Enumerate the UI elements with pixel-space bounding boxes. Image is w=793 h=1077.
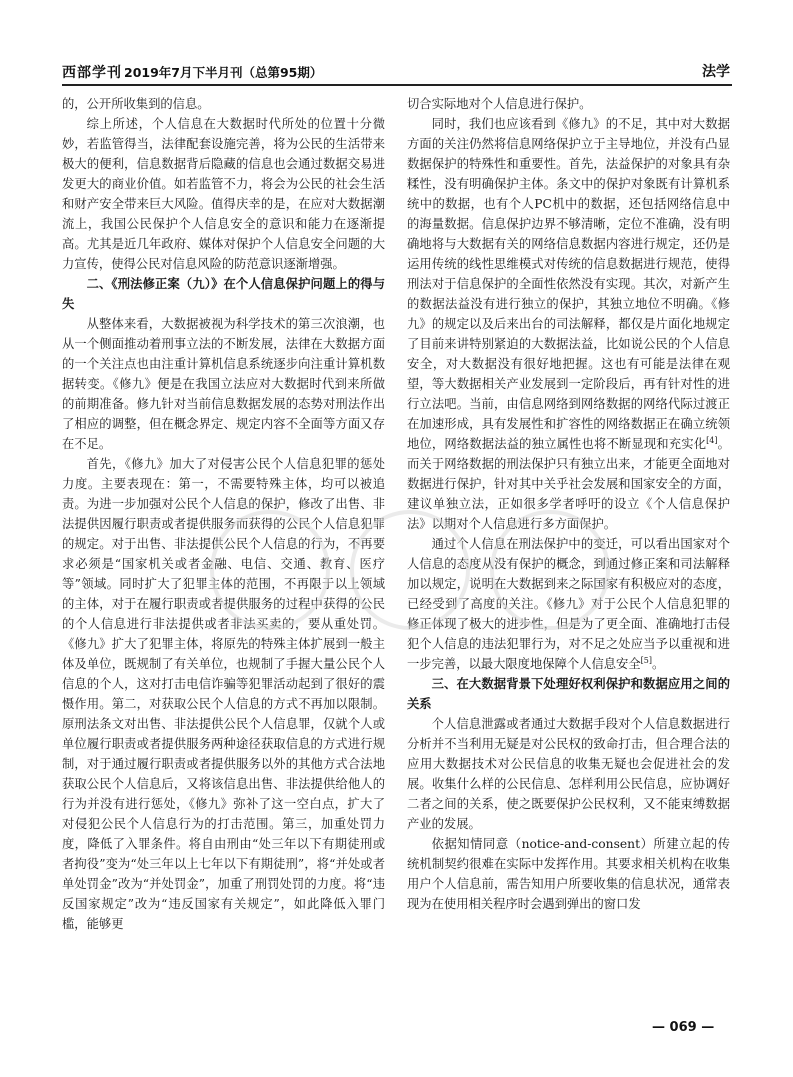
- citation-ref[interactable]: [5]: [640, 655, 652, 665]
- paragraph: 切合实际地对个人信息进行保护。: [407, 97, 592, 111]
- paragraph: 综上所述，个人信息在大数据时代所处的位置十分微妙，若监管得当，法律配套设施完善，将为公民的生活带来极大的便利，信息数据背后隐藏的信息也会通过数据交易进发更大的商业价值。如若监管不力，将会为公民的社会生活和财产安全带来巨大风险。值得庆幸的是，在应对大数据潮流上，我国公民保护个人信息安全的意识和能力在逐渐提高。尤其是近几年政府、媒体对保护个人信息安全问题的大力宣传，使得公民对信息风险的防范意识逐渐增强。: [62, 117, 385, 271]
- paragraph: 同时，我们也应该看到《修九》的不足，其中对大数据方面的关注仍然将信息网络保护立于主导地位，并没有凸显数据保护的特殊性和重要性。首先，法益保护的对象具有杂糅性，没有明确保护主体。条文中的保护对象既有计算机系统中的数据，也有个人PC机中的数据，还包括网络信息中的海量数据。信息保护边界不够清晰，定位不准确，没有明确地将与大数据有关的网络信息数据内容进行规定，还仍是运用传统的线性思维模式对传统的信息数据进行规范，使得刑法对于信息保护的全面性依然没有实现。其次，对新产生的数据法益没有进行独立的保护，其独立地位不明确。《修九》的规定以及后来出台的司法解释，都仅是片面化地规定了目前来讲特别紧迫的大数据法益，比如说公民的个人信息安全，对大数据没有很好地把握。这也有可能是法律在观望，等大数据相关产业发展到一定阶段后，再有针对性的进行立法吧。当前，由信息网络到网络数据的网络代际过渡正在加速形成，具有发展性和扩容性的网络数据正在确立统领地位，网络数据法益的独立属性也将不断显现和充实化[4]。而关于网络数据的刑法保护只有独立出来，才能更全面地对数据进行保护，针对其中关乎社会发展和国家安全的方面，建议单独立法，正如很多学者呼吁的设立《个人信息保护法》以期对个人信息进行多方面保护。: [407, 117, 730, 531]
- journal-info: [62, 62, 322, 82]
- citation-ref[interactable]: [4]: [706, 435, 718, 445]
- left-column: [62, 94, 385, 934]
- paragraph: 个人信息泄露或者通过大数据手段对个人信息数据进行分析并不当利用无疑是对公民权的致命打击，但合理合法的应用大数据技术对公民信息的收集无疑也会促进社会的发展。收集什么样的公民信息、怎样利用公民信息，应协调好二者之间的关系，使之既要保护公民权利，又不能束缚数据产业的发展。: [407, 717, 730, 831]
- section-label: 法学: [702, 64, 730, 80]
- paragraph: 依据知情同意（notice-and-consent）所建立起的传统机制契约很难在实际中发挥作用。其要求相关机构在收集用户个人信息前，需告知用户所要收集的信息状况，通常表现为在使用相关程序时会遇到弹出的窗口发: [407, 837, 730, 911]
- right-column: [407, 94, 730, 914]
- paragraph: 的，公开所收集到的信息。: [62, 97, 210, 111]
- paragraph: 通过个人信息在刑法保护中的变迁，可以看出国家对个人信息的态度从没有保护的概念，到通过修正案和司法解释加以规定，说明在大数据到来之际国家有积极应对的态度，已经受到了高度的关注。《修九》对于公民个人信息犯罪的修正体现了极大的进步性，但是为了更全面、准确地打击侵犯个人信息的违法犯罪行为，对不足之处应当予以重视和进一步完善，以最大限度地保障个人信息安全[5]。: [407, 537, 730, 671]
- page-number: — 069 —: [652, 1020, 715, 1035]
- journal-issue: 2019年7月下半月刊（总第95期）: [124, 65, 323, 80]
- paragraph: 首先，《修九》加大了对侵害公民个人信息犯罪的惩处力度。主要表现在：第一，不需要特殊主体，均可以被追责。为进一步加强对公民个人信息的保护，修改了出售、非法提供因履行职责或者提供服务而获得的公民个人信息犯罪的规定。对于出售、非法提供公民个人信息的行为，不再要求必须是“国家机关或者金融、电信、交通、教育、医疗等”领域。同时扩大了犯罪主体的范围，不再限于以上领域的主体，对于在履行职责或者提供服务的过程中获得的公民的个人信息进行非法提供或者非法买卖的，要从重处罚。《修九》扩大了犯罪主体，将原先的特殊主体扩展到一般主体及单位，既规制了有关单位，也规制了手握大量公民个人信息的个人，这对打击电信诈骗等犯罪活动起到了很好的震慑作用。第二，对获取公民个人信息的方式不再加以限制。原刑法条文对出售、非法提供公民个人信息罪，仅就个人或单位履行职责或者提供服务两种途径获取信息的方式进行规制，对于通过履行职责或者提供服务以外的其他方式合法地获取公民个人信息后，又将该信息出售、非法提供给他人的行为并没有进行惩处，《修九》弥补了这一空白点，扩大了对侵犯公民个人信息行为的打击范围。第三，加重处罚力度，降低了入罪条件。将自由刑由“处三年以下有期徒刑或者拘役”变为“处三年以上七年以下有期徒刑”，将“并处或者单处罚金”改为“并处罚金”，加重了刑罚处罚的力度。将“违反国家规定”改为“违反国家有关规定”，如此降低入罪门槛，能够更: [62, 457, 385, 931]
- paragraph: 从整体来看，大数据被视为科学技术的第三次浪潮，也从一个侧面推动着刑事立法的不断发展，法律在大数据方面的一个关注点也由注重计算机信息系统逐步向注重计算机数据转变。《修九》便是在我国立法应对大数据时代到来所做的前期准备。修九针对当前信息数据发展的态势对刑法作出了相应的调整，但在概念界定、规定内容不全面等方面又存在不足。: [62, 317, 385, 451]
- journal-brand: 西部学刊: [62, 65, 122, 81]
- section-heading: 三、在大数据背景下处理好权利保护和数据应用之间的关系: [407, 677, 730, 711]
- running-header: [62, 60, 732, 86]
- section-heading: 二、《刑法修正案（九）》在个人信息保护问题上的得与失: [62, 277, 385, 311]
